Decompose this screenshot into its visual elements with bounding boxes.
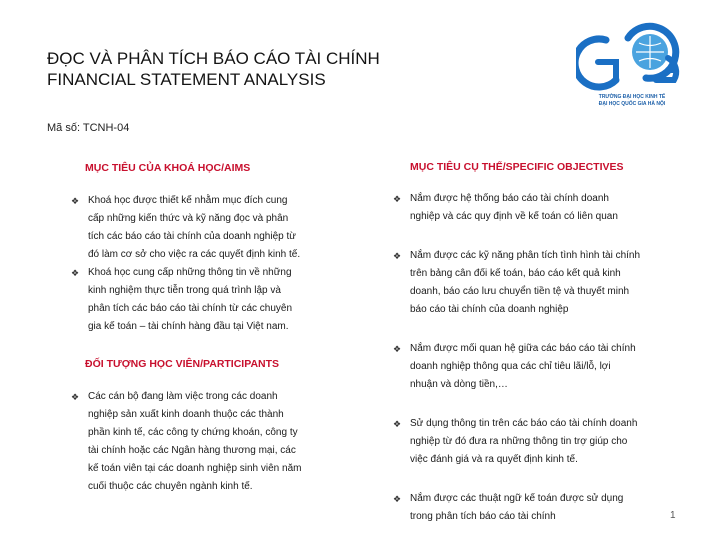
title-english: FINANCIAL STATEMENT ANALYSIS	[47, 70, 326, 89]
text-line: phân tích các báo cáo tài chính từ các chuyên	[88, 303, 293, 314]
text-line: đó làm cơ sở cho việc ra các quyết định kinh tế.	[88, 249, 301, 260]
text-line: Nắm được các thuật ngữ kế toán được sử dụng	[410, 493, 624, 504]
university-logo	[576, 18, 686, 128]
text-line: phần kinh tế, các công ty chứng khoán, công ty	[88, 427, 298, 438]
text-line: nghiệp và các quy định về kế toán có liên quan	[410, 211, 618, 222]
text-line: kinh nghiệm thực tiễn trong quá trình lập và	[88, 285, 281, 296]
text-line: doanh, báo cáo lưu chuyển tiền tệ và thuyết minh	[410, 286, 630, 297]
text-line: Các cán bộ đang làm việc trong các doanh	[88, 391, 278, 402]
list-item	[71, 264, 328, 336]
list-item	[71, 388, 338, 496]
text-line: Khoá học được thiết kế nhằm mục đích cung	[88, 195, 288, 206]
list-item	[393, 247, 680, 319]
text-line: Sử dụng thông tin trên các báo cáo tài chính doanh	[410, 418, 638, 429]
text-line: báo cáo tài chính của doanh nghiệp	[410, 304, 569, 315]
slide-title	[47, 48, 507, 90]
diamond-bullet-icon: ❖	[393, 494, 402, 504]
diamond-bullet-icon: ❖	[393, 344, 402, 354]
text-line: doanh nghiệp thông qua các chỉ tiêu lãi/lỗ, lợi	[410, 361, 611, 372]
text-line: nghiệp sản xuất kinh doanh thuộc các thành	[88, 409, 284, 420]
logo-line-2: ĐẠI HỌC QUỐC GIA HÀ NỘI	[598, 101, 666, 107]
aims-heading: MỤC TIÊU CỦA KHOÁ HỌC/AIMS	[85, 162, 251, 174]
aims-list	[71, 192, 328, 336]
text-line: Nắm được các kỹ năng phân tích tình hình tài chính	[410, 250, 641, 261]
text-line: việc đánh giá và ra quyết định kinh tế.	[410, 454, 578, 465]
diamond-bullet-icon: ❖	[71, 392, 80, 402]
participants-list	[71, 388, 338, 496]
logo-line-1: TRƯỜNG ĐẠI HỌC KINH TẾ	[598, 94, 666, 100]
list-item	[393, 190, 680, 226]
objectives-heading: MỤC TIÊU CỤ THỂ/SPECIFIC OBJECTIVES	[410, 161, 624, 173]
diamond-bullet-icon: ❖	[71, 196, 80, 206]
diamond-bullet-icon: ❖	[393, 251, 402, 261]
text-line: gia kế toán – tài chính hàng đầu tại Việt nam.	[88, 321, 289, 332]
participants-heading: ĐỐI TƯỢNG HỌC VIÊN/PARTICIPANTS	[85, 358, 280, 370]
text-line: trong phân tích báo cáo tài chính	[410, 511, 556, 522]
text-line: tích các báo cáo tài chính của doanh nghiệp từ	[88, 231, 296, 242]
list-item	[393, 490, 680, 526]
text-line: Nắm được mối quan hệ giữa các báo cáo tài chính	[410, 343, 636, 354]
text-line: cuối thuộc các chuyên ngành kinh tế.	[88, 481, 253, 492]
diamond-bullet-icon: ❖	[393, 419, 402, 429]
list-item	[393, 340, 680, 394]
text-line: cấp những kiến thức và kỹ năng đọc và phân	[88, 213, 289, 224]
logo-wordmark	[586, 94, 678, 108]
list-item	[393, 415, 680, 469]
course-code: Mã số: TCNH-04	[47, 122, 130, 134]
title-vietnamese: ĐỌC VÀ PHÂN TÍCH BÁO CÁO TÀI CHÍNH	[47, 49, 380, 68]
text-line: nhuận và dòng tiền,…	[410, 379, 508, 390]
text-line: tài chính hoặc các Ngân hàng thương mại, các	[88, 445, 296, 456]
diamond-bullet-icon: ❖	[71, 268, 80, 278]
text-line: kế toán viên tại các doanh nghiệp sinh viên năm	[88, 463, 302, 474]
objectives-list	[393, 190, 680, 526]
list-item	[71, 192, 328, 264]
text-line: Khoá học cung cấp những thông tin về những	[88, 267, 292, 278]
text-line: nghiệp từ đó đưa ra những thông tin trợ giúp cho	[410, 436, 628, 447]
page-number: 1	[670, 510, 676, 521]
diamond-bullet-icon: ❖	[393, 194, 402, 204]
text-line: trên bảng cân đối kế toán, báo cáo kết quả kinh	[410, 268, 621, 279]
text-line: Nắm được hệ thống báo cáo tài chính doanh	[410, 193, 609, 204]
